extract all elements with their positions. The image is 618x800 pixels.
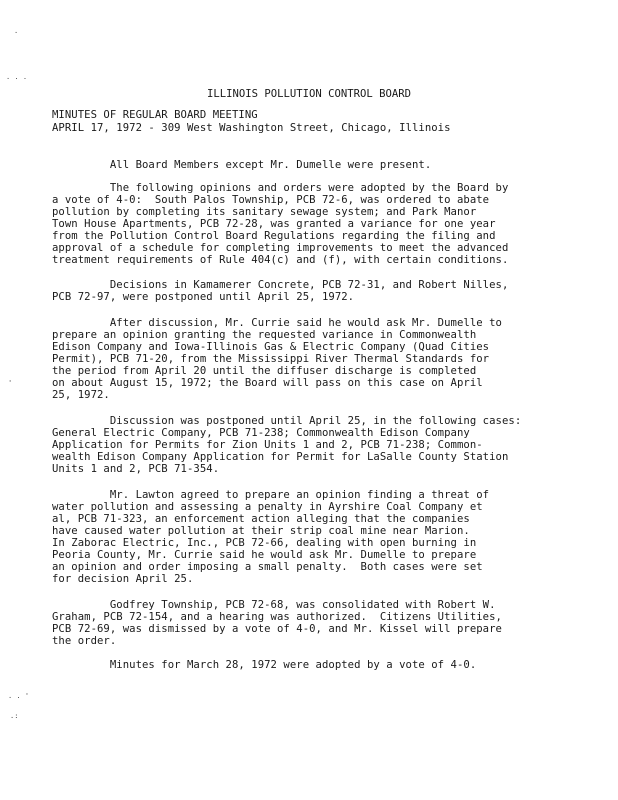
paragraph-line: Decisions in Kamamerer Concrete, PCB 72-31, and Robert Nilles,: [52, 279, 509, 291]
paragraph-line: Graham, PCB 72-154, and a hearing was authorized. Citizens Utilities,: [52, 611, 502, 623]
paragraph-line: for decision April 25.: [52, 573, 194, 585]
paragraph-line: Units 1 and 2, PCB 71-354.: [52, 463, 220, 475]
paragraph-line: an opinion and order imposing a small penalty. Both cases were set: [52, 561, 483, 573]
scan-speck-mid-left: ': [8, 379, 13, 387]
paragraph-line: Discussion was postponed until April 25, in the following cases:: [52, 415, 522, 427]
paragraph-line: a vote of 4-0: South Palos Township, PCB 72-6, was ordered to abate: [52, 194, 490, 206]
paragraph-line: approval of a schedule for completing improvements to meet the advanced: [52, 242, 509, 254]
paragraph-line: Town House Apartments, PCB 72-28, was granted a variance for one year: [52, 218, 496, 230]
paragraph-line: Permit), PCB 71-20, from the Mississippi River Thermal Standards for: [52, 353, 490, 365]
paragraph-line: Edison Company and Iowa-Illinois Gas & Electric Company (Quad Cities: [52, 341, 490, 353]
paragraph-line: wealth Edison Company Application for Permit for LaSalle County Station: [52, 451, 509, 463]
minutes-header-line-1: MINUTES OF REGULAR BOARD MEETING: [52, 109, 258, 121]
paragraph-line: the period from April 20 until the diffuser discharge is completed: [52, 365, 477, 377]
paragraph-line: Application for Permits for Zion Units 1 and 2, PCB 71-238; Common-: [52, 439, 483, 451]
paragraph-line: from the Pollution Control Board Regulations regarding the filing and: [52, 230, 496, 242]
paragraph-line: on about August 15, 1972; the Board will pass on this case on April: [52, 377, 483, 389]
paragraph-line: have caused water pollution at their strip coal mine near Marion.: [52, 525, 470, 537]
paragraph-line: All Board Members except Mr. Dumelle were present.: [52, 159, 432, 171]
paragraph-line: In Zaborac Electric, Inc., PCB 72-66, dealing with open burning in: [52, 537, 477, 549]
paragraph-line: prepare an opinion granting the requested variance in Commonwealth: [52, 329, 477, 341]
paragraph-line: General Electric Company, PCB 71-238; Commonwealth Edison Company: [52, 427, 470, 439]
scan-speck-lower-left-2: .:: [10, 712, 19, 720]
paragraph-line: 25, 1972.: [52, 389, 110, 401]
paragraph-line: pollution by completing its sanitary sewage system; and Park Manor: [52, 206, 477, 218]
paragraph-line: PCB 72-97, were postponed until April 25, 1972.: [52, 291, 355, 303]
paragraph-line: Peoria County, Mr. Currie said he would ask Mr. Dumelle to prepare: [52, 549, 477, 561]
paragraph-line: After discussion, Mr. Currie said he would ask Mr. Dumelle to: [52, 317, 502, 329]
scan-speck-top: ·: [14, 29, 19, 37]
paragraph-line: The following opinions and orders were adopted by the Board by: [52, 182, 509, 194]
board-name-heading: ILLINOIS POLLUTION CONTROL BOARD: [206, 88, 412, 100]
paragraph-line: Mr. Lawton agreed to prepare an opinion finding a threat of: [52, 489, 490, 501]
minutes-header-line-2: APRIL 17, 1972 - 309 West Washington Street, Chicago, Illinois: [52, 122, 451, 134]
paragraph-line: al, PCB 71-323, an enforcement action alleging that the companies: [52, 513, 470, 525]
paragraph-line: Minutes for March 28, 1972 were adopted by a vote of 4-0.: [52, 659, 477, 671]
paragraph-line: the order.: [52, 635, 117, 647]
paragraph-line: PCB 72-69, was dismissed by a vote of 4-0, and Mr. Kissel will prepare: [52, 623, 502, 635]
scan-speck-upper-left: . . .: [6, 73, 28, 81]
paragraph-line: treatment requirements of Rule 404(c) and (f), with certain conditions.: [52, 254, 509, 266]
paragraph-line: water pollution and assessing a penalty in Ayrshire Coal Company et: [52, 501, 483, 513]
paragraph-line: Godfrey Township, PCB 72-68, was consolidated with Robert W.: [52, 599, 496, 611]
scan-speck-lower-left-1: . . ': [8, 692, 30, 700]
